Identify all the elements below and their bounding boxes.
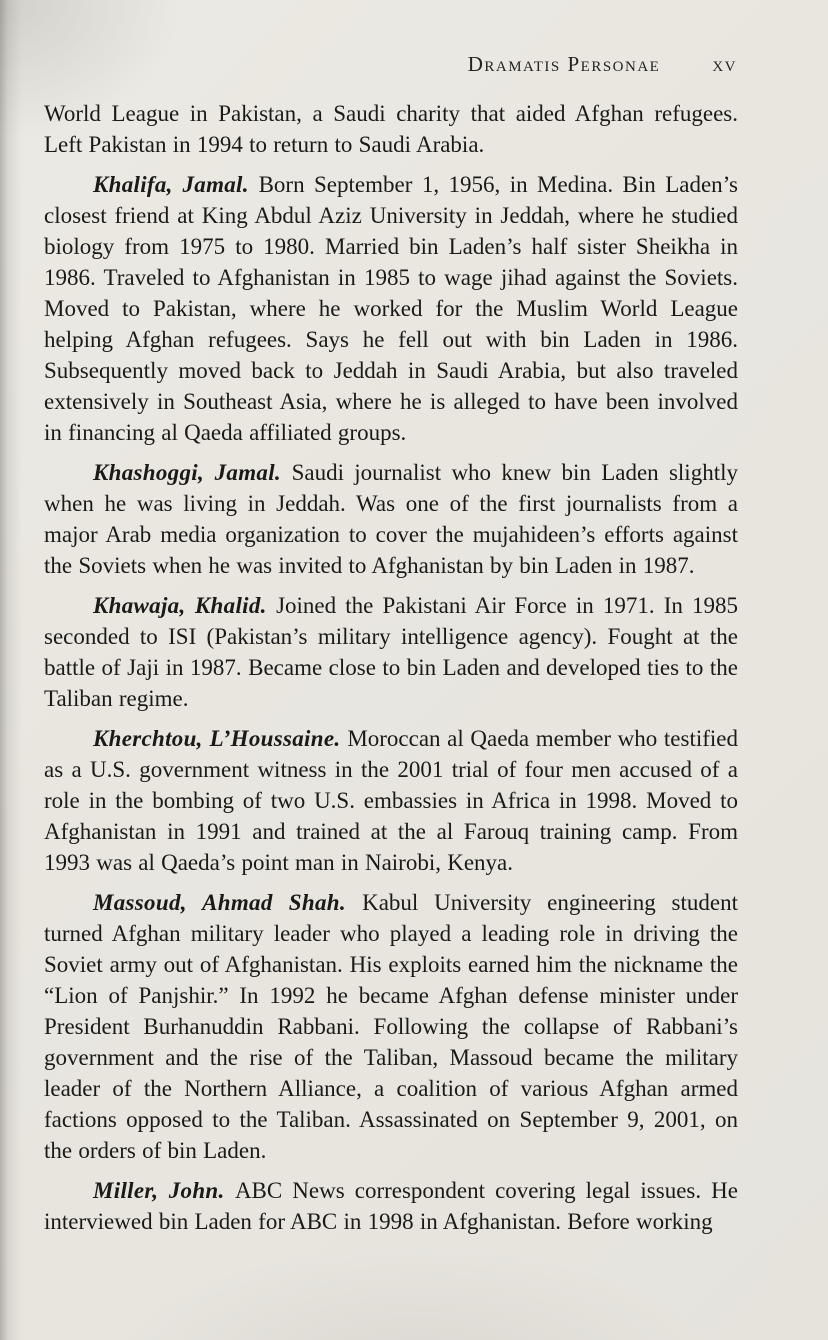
entry-paragraph: Khawaja, Khalid. Joined the Pakistani Air Force in 1971. In 1985 seconded to ISI (Pakistan’s military intelligence agency). Fought at the battle of Jaji in 1987. Became close to bin Laden and developed ties to the Taliban regime. xyxy=(44,593,738,711)
body-text xyxy=(44,98,738,1237)
entry-name: Khawaja, Khalid. xyxy=(93,593,277,618)
running-head-title: Dramatis Personae xyxy=(467,52,661,76)
entry-name: Miller, John. xyxy=(93,1178,235,1203)
entry-name: Massoud, Ahmad Shah. xyxy=(93,890,363,915)
entry-paragraph: World League in Pakistan, a Saudi charity that aided Afghan refugees. Left Pakistan in 1994 to return to Saudi Arabia. xyxy=(44,101,738,157)
entry-paragraph: Massoud, Ahmad Shah. Kabul University engineering student turned Afghan military leader who played a leading role in driving the Soviet army out of Afghanistan. His exploits earned him the nickname the “Lion of Panjshir.” In 1992 he became Afghan defense minister under President Burhanuddin Rabbani. Following the collapse of Rabbani’s government and the rise of the Taliban, Massoud became the military leader of the Northern Alliance, a coalition of various Afghan armed factions opposed to the Taliban. Assassinated on September 9, 2001, on the orders of bin Laden. xyxy=(44,890,738,1163)
entry-paragraph: Miller, John. ABC News correspondent covering legal issues. He interviewed bin Laden for ABC in 1998 in Afghanistan. Before working xyxy=(44,1178,738,1234)
entry-paragraph: Khashoggi, Jamal. Saudi journalist who knew bin Laden slightly when he was living in Jeddah. Was one of the first journalists from a major Arab media organization to cover the mujahideen’s efforts against the Soviets when he was invited to Afghanistan by bin Laden in 1987. xyxy=(44,460,738,578)
entry-name: Khalifa, Jamal. xyxy=(93,172,259,197)
entry-paragraph: Kherchtou, L’Houssaine. Moroccan al Qaeda member who testified as a U.S. government witness in the 2001 trial of four men accused of a role in the bombing of two U.S. embassies in Africa in 1998. Moved to Afghanistan in 1991 and trained at the al Farouq training camp. From 1993 was al Qaeda’s point man in Nairobi, Kenya. xyxy=(44,726,738,875)
page-number: xv xyxy=(712,52,737,76)
entry-name: Kherchtou, L’Houssaine. xyxy=(93,726,348,751)
entry-paragraph: Khalifa, Jamal. Born September 1, 1956, in Medina. Bin Laden’s closest friend at King Abdul Aziz University in Jeddah, where he studied biology from 1975 to 1980. Married bin Laden’s half sister Sheikha in 1986. Traveled to Afghanistan in 1985 to wage jihad against the Soviets. Moved to Pakistan, where he worked for the Muslim World League helping Afghan refugees. Says he fell out with bin Laden in 1986. Subsequently moved back to Jeddah in Saudi Arabia, but also traveled extensively in Southeast Asia, where he is alleged to have been involved in financing al Qaeda affiliated groups. xyxy=(44,172,739,445)
entry-name: Khashoggi, Jamal. xyxy=(93,460,292,485)
running-head xyxy=(0,52,737,77)
